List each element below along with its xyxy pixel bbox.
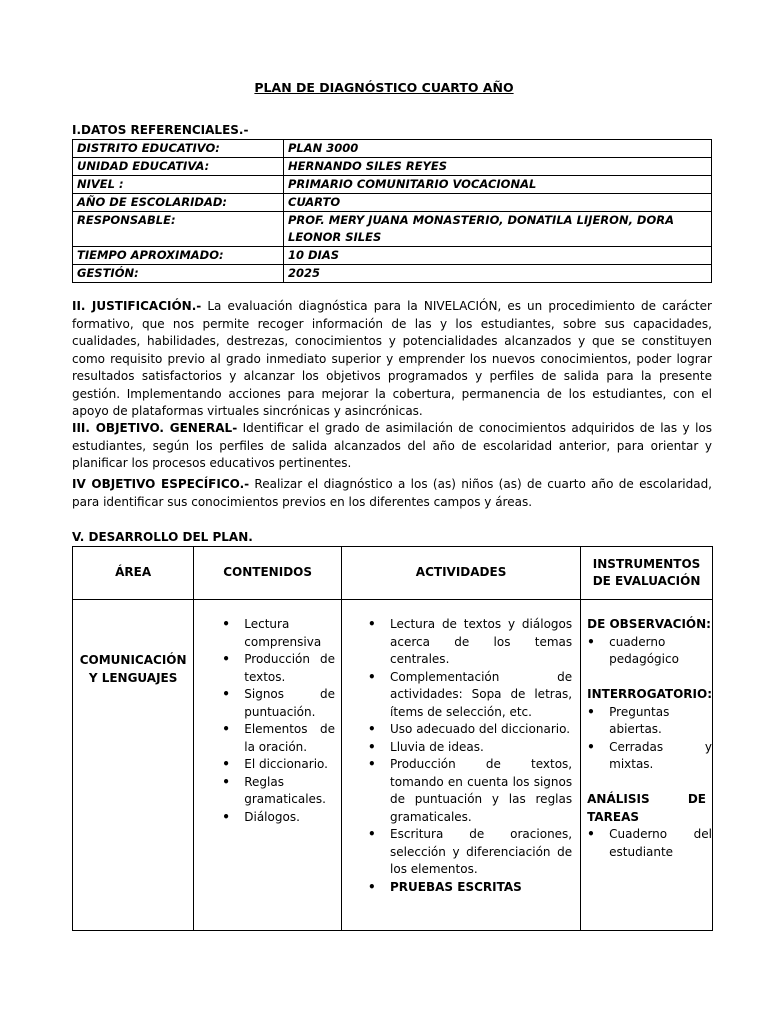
list-item [362,826,572,879]
list-item-text: Lluvia de ideas. [390,739,484,754]
list-item-bold [362,879,572,897]
list-item [216,774,335,809]
analisis-list [587,826,712,861]
bullet-icon: • [368,739,376,754]
column-header-contenidos: CONTENIDOS [194,547,342,600]
list-item [216,616,335,651]
column-header-area: ÁREA [73,547,194,600]
datos-label: GESTIÓN: [73,265,284,283]
datos-value: PRIMARIO COMUNITARIO VOCACIONAL [284,176,712,194]
datos-row [73,194,712,212]
contenidos-list [216,616,335,826]
objetivo-especifico-paragraph [72,476,712,511]
observacion-heading: DE OBSERVACIÓN: [587,617,711,631]
datos-value: 10 DIAS [284,247,712,265]
list-item-text: Producción de textos, tomando en cuenta los signos de puntuación y las reglas gramaticales. [390,757,573,824]
analisis-heading: ANÁLISIS DE TAREAS [587,792,706,824]
datos-label: UNIDAD EDUCATIVA: [73,158,284,176]
list-item-text: Lectura comprensiva [244,617,322,649]
list-item [362,616,572,669]
bullet-icon: • [222,757,230,771]
list-item-text: Elementos de la oración. [244,722,336,754]
datos-label: NIVEL : [73,176,284,194]
list-item-text: Escritura de oraciones, selección y diferenciación de los elementos. [390,827,573,876]
bullet-icon: • [222,809,230,824]
list-item [216,756,335,774]
objetivo-general-heading: III. OBJETIVO. GENERAL- [72,421,238,435]
bullet-icon: • [222,774,230,789]
list-item [216,686,335,721]
justificacion-text: La evaluación diagnóstica para la NIVELACIÓN, es un procedimiento de carácter formativo, que nos permite recoger información de las y los estudiantes, sobre sus capacidades, cualidades, habilidades, destrezas, conocimientos y potencialidades alcanzados y que se constituyen como requisito previo al grado inmediato superior y emprender los nuevos conocimientos, poder lograr resultados satisfactorios y alcanzar los objetivos programados y perfiles de salida para la presente gestión. Implementando acciones para mejorar la cobertura, permanencia de los estudiantes, con el apoyo de plataformas virtuales sincrónicas y asincrónicas. [72,299,712,418]
bullet-icon: • [587,704,595,719]
plan-row [73,600,713,931]
datos-value: HERNANDO SILES REYES [284,158,712,176]
list-item-text: cuaderno pedagógico [609,634,679,666]
desarrollo-plan-table [72,546,713,931]
list-item [587,634,712,669]
plan-header-row [73,547,713,600]
document-title: PLAN DE DIAGNÓSTICO CUARTO AÑO [254,80,514,95]
bullet-icon: • [368,757,376,771]
datos-value: 2025 [284,265,712,283]
interrogatorio-list [587,704,712,774]
bullet-icon: • [368,879,376,894]
bullet-icon: • [587,634,595,649]
datos-label: DISTRITO EDUCATIVO: [73,140,284,158]
datos-row [73,265,712,283]
justificacion-paragraph [72,298,712,421]
list-item [362,756,572,826]
actividades-list [362,616,572,896]
datos-row [73,140,712,158]
datos-value: PLAN 3000 [284,140,712,158]
datos-row [73,212,712,247]
datos-row [73,158,712,176]
interrogatorio-heading: INTERROGATORIO: [587,687,712,701]
list-item [587,704,712,739]
bullet-icon: • [368,827,376,841]
list-item-text: Cuaderno del estudiante [609,827,712,859]
list-item [216,721,335,756]
list-item-text: Producción de textos. [244,652,336,684]
list-item [587,739,712,774]
section-datos-heading: I.DATOS REFERENCIALES.- [72,123,249,137]
contenidos-cell [194,600,342,931]
list-item-text: Complementación de actividades: Sopa de letras, ítems de selección, etc. [390,669,573,719]
section-desarrollo-heading: V. DESARROLLO DEL PLAN. [72,530,253,544]
list-item-text: Uso adecuado del diccionario. [390,722,571,736]
list-item [362,669,572,722]
list-item-text: El diccionario. [244,757,328,771]
area-cell: COMUNICACIÓN Y LENGUAJES [73,600,194,931]
bullet-icon: • [368,722,376,736]
list-item-text: Diálogos. [244,809,300,824]
column-header-instrumentos: INSTRUMENTOS DE EVALUACIÓN [581,547,713,600]
column-header-actividades: ACTIVIDADES [342,547,581,600]
pruebas-escritas-label: PRUEBAS ESCRITAS [390,879,522,894]
list-item-text: Signos de puntuación. [244,687,336,719]
bullet-icon: • [222,652,230,666]
list-item-text: Reglas gramaticales. [244,774,326,806]
list-item [587,826,712,861]
datos-referenciales-table [72,139,712,283]
datos-value: PROF. MERY JUANA MONASTERIO, DONATILA LIJERON, DORA LEONOR SILES [284,212,712,247]
objetivo-especifico-heading: IV OBJETIVO ESPECÍFICO.- [72,477,250,491]
actividades-cell [342,600,581,931]
list-item [362,739,572,757]
bullet-icon: • [222,617,230,631]
bullet-icon: • [368,617,376,631]
list-item [216,651,335,686]
bullet-icon: • [587,739,595,754]
list-item [216,809,335,827]
observacion-list [587,634,712,669]
justificacion-heading: II. JUSTIFICACIÓN.- [72,299,202,313]
datos-value: CUARTO [284,194,712,212]
list-item [362,721,572,739]
datos-row [73,176,712,194]
bullet-icon: • [222,722,230,736]
bullet-icon: • [222,687,230,701]
bullet-icon: • [587,827,595,841]
objetivo-especifico-text: Realizar el diagnóstico a los (as) niños (as) de cuarto año de escolaridad, para identificar sus conocimientos previos en los diferentes campos y áreas. [72,477,712,509]
bullet-icon: • [368,669,376,684]
datos-label: TIEMPO APROXIMADO: [73,247,284,265]
datos-label: AÑO DE ESCOLARIDAD: [73,194,284,212]
list-item-text: Preguntas abiertas. [609,704,670,736]
datos-row [73,247,712,265]
objetivo-general-paragraph [72,420,712,473]
datos-label: RESPONSABLE: [73,212,284,247]
instrumentos-cell [581,600,713,931]
list-item-text: Lectura de textos y diálogos acerca de los temas centrales. [390,617,573,666]
objetivo-general-text: Identificar el grado de asimilación de conocimientos adquiridos de las y los estudiantes, según los perfiles de salida alcanzados del año de escolaridad anterior, para orientar y planificar los procesos educativos pertinentes. [72,421,712,470]
list-item-text: Cerradas y mixtas. [609,739,712,771]
